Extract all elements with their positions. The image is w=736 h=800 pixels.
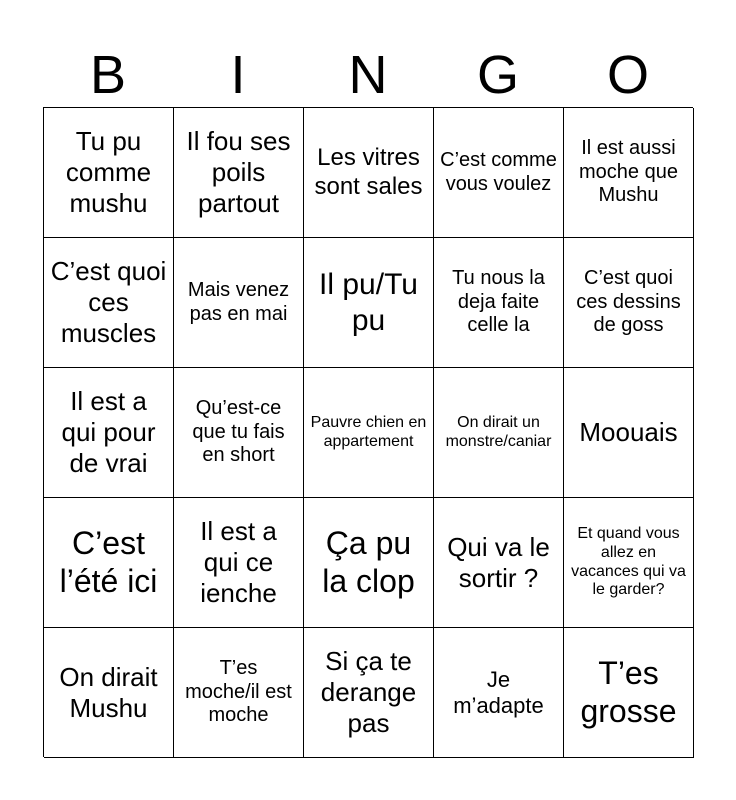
bingo-cell-r3c1[interactable]: Il est a qui pour de vrai xyxy=(44,368,174,498)
bingo-cell-r5c5[interactable]: T’es grosse xyxy=(564,628,694,758)
bingo-cell-r1c5[interactable]: Il est aussi moche que Mushu xyxy=(564,108,694,238)
header-letter-n: N xyxy=(348,45,388,105)
bingo-cell-r4c3[interactable]: Ça pu la clop xyxy=(304,498,434,628)
bingo-cell-r2c2[interactable]: Mais venez pas en mai xyxy=(174,238,304,368)
bingo-cell-r2c5[interactable]: C’est quoi ces dessins de goss xyxy=(564,238,694,368)
bingo-cell-r4c5[interactable]: Et quand vous allez en vacances qui va le garder? xyxy=(564,498,694,628)
bingo-cell-r1c2[interactable]: Il fou ses poils partout xyxy=(174,108,304,238)
bingo-cell-r3c3[interactable]: Pauvre chien en appartement xyxy=(304,368,434,498)
bingo-cell-r2c3[interactable]: Il pu/Tu pu xyxy=(304,238,434,368)
bingo-cell-r5c1[interactable]: On dirait Mushu xyxy=(44,628,174,758)
bingo-cell-r4c2[interactable]: Il est a qui ce ienche xyxy=(174,498,304,628)
bingo-cell-r1c3[interactable]: Les vitres sont sales xyxy=(304,108,434,238)
bingo-cell-r2c1[interactable]: C’est quoi ces muscles xyxy=(44,238,174,368)
bingo-cell-r4c4[interactable]: Qui va le sortir ? xyxy=(434,498,564,628)
bingo-cell-r3c4[interactable]: On dirait un monstre/caniar xyxy=(434,368,564,498)
bingo-cell-r4c1[interactable]: C’est l’été ici xyxy=(44,498,174,628)
bingo-header xyxy=(43,40,693,110)
bingo-cell-r3c5[interactable]: Moouais xyxy=(564,368,694,498)
bingo-cell-r2c4[interactable]: Tu nous la deja faite celle la xyxy=(434,238,564,368)
header-letter-g: G xyxy=(476,45,519,105)
bingo-cell-r5c2[interactable]: T’es moche/il est moche xyxy=(174,628,304,758)
bingo-cell-r1c1[interactable]: Tu pu comme mushu xyxy=(44,108,174,238)
bingo-cell-r5c3[interactable]: Si ça te derange pas xyxy=(304,628,434,758)
bingo-card-grid xyxy=(43,107,693,757)
bingo-cell-r3c2[interactable]: Qu’est-ce que tu fais en short xyxy=(174,368,304,498)
header-letter-i: I xyxy=(230,45,246,105)
bingo-cell-r1c4[interactable]: C’est comme vous voulez xyxy=(434,108,564,238)
bingo-cell-r5c4[interactable]: Je m’adapte xyxy=(434,628,564,758)
header-letter-o: O xyxy=(606,45,649,105)
header-letter-b: B xyxy=(89,45,127,105)
